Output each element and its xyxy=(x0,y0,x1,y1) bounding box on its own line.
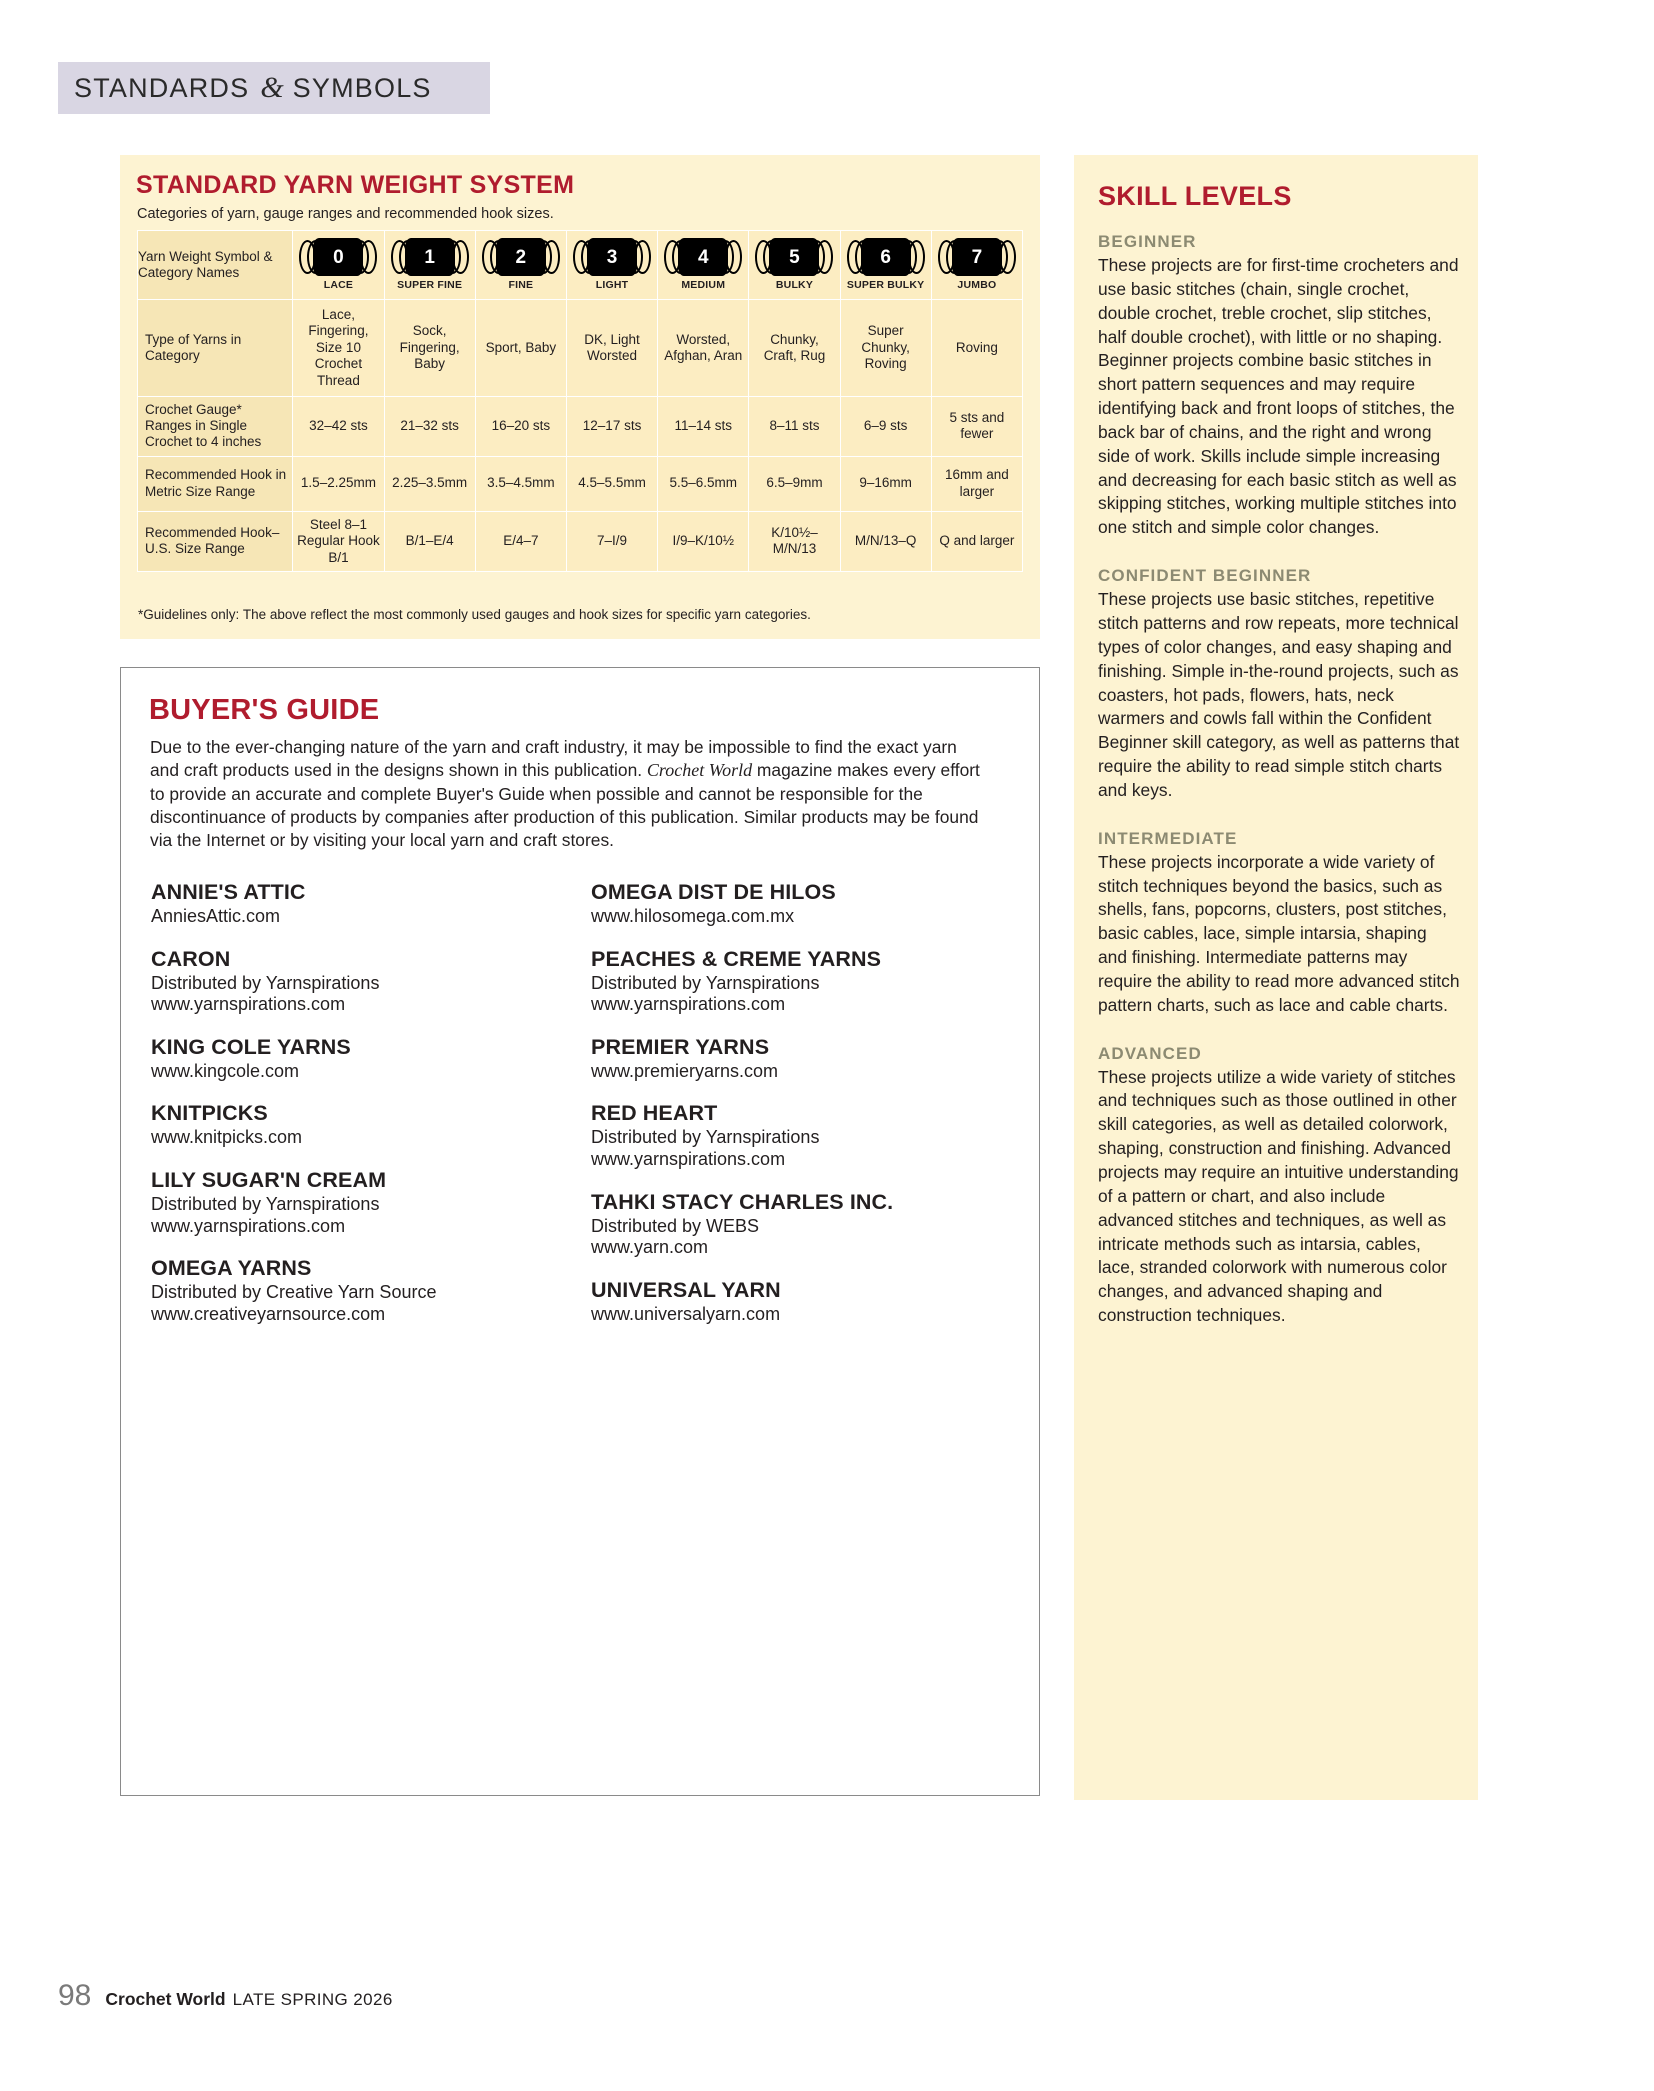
brand-detail[interactable]: www.kingcole.com xyxy=(151,1060,300,1081)
yarn-skein-icon-3 xyxy=(567,231,657,299)
brand-detail[interactable]: www.universalyarn.com xyxy=(591,1303,781,1324)
table-cell-types-6: Super Chunky, Roving xyxy=(840,300,931,397)
brand-entry xyxy=(151,1256,591,1325)
table-cell-types-2: Sport, Baby xyxy=(475,300,566,397)
table-cell-metric-5: 6.5–9mm xyxy=(749,456,840,511)
section-banner xyxy=(58,62,490,114)
brand-detail: Distributed by WEBS xyxy=(591,1215,760,1236)
yarn-skein-icon-6 xyxy=(841,231,931,299)
brand-name: CARON xyxy=(151,946,231,971)
table-cell-us-1: B/1–E/4 xyxy=(384,511,475,571)
skill-level-heading: ADVANCED xyxy=(1098,1043,1202,1063)
table-cell-types-4: Worsted, Afghan, Aran xyxy=(658,300,749,397)
brand-entry xyxy=(591,947,1011,1016)
skill-level-description: These projects are for first-time crocheters and use basic stitches (chain, single crochet, double crochet, treble crochet, slip stitches, half double crochet), with little or no shaping. Beginner projects combine basic stitches in short pattern sequences and may require identifying back and front loops of stitches, the back bar of chains, and the right and wrong side of work. Skills include simple increasing and decreasing for each basic stitch as well as skipping stitches, working multiple stitches into one stitch and simple color changes. xyxy=(1098,255,1459,538)
skein-name-3: LIGHT xyxy=(595,279,629,292)
page-footer xyxy=(58,1979,393,2013)
brand-entry xyxy=(151,1035,591,1083)
skein-name-2: FINE xyxy=(508,279,534,292)
skein-number-2: 2 xyxy=(496,238,546,276)
buyers-guide-title: BUYER'S GUIDE xyxy=(149,694,380,726)
table-cell-symbol-3 xyxy=(566,231,657,300)
table-cell-metric-2: 3.5–4.5mm xyxy=(475,456,566,511)
table-cell-gauge-1: 21–32 sts xyxy=(384,397,475,457)
table-cell-gauge-3: 12–17 sts xyxy=(566,397,657,457)
brand-detail: Distributed by Yarnspirations xyxy=(151,1193,380,1214)
buyers-guide-intro xyxy=(150,736,980,853)
table-cell-symbol-7 xyxy=(931,231,1022,300)
brand-entry xyxy=(151,1101,591,1149)
brand-detail[interactable]: www.yarn.com xyxy=(591,1237,709,1258)
skill-level-intermediate xyxy=(1098,829,1460,1018)
skein-number-0: 0 xyxy=(313,238,363,276)
brand-detail[interactable]: www.yarnspirations.com xyxy=(151,1215,346,1236)
table-cell-gauge-6: 6–9 sts xyxy=(840,397,931,457)
table-cell-types-1: Sock, Fingering, Baby xyxy=(384,300,475,397)
skein-name-4: MEDIUM xyxy=(681,279,726,292)
skill-levels-body xyxy=(1098,232,1460,1354)
brand-name: UNIVERSAL YARN xyxy=(591,1277,781,1302)
brand-name: PREMIER YARNS xyxy=(591,1034,770,1059)
brand-name: TAHKI STACY CHARLES INC. xyxy=(591,1189,894,1214)
table-cell-us-2: E/4–7 xyxy=(475,511,566,571)
skill-levels-title: SKILL LEVELS xyxy=(1098,181,1292,211)
yarn-skein-icon-5 xyxy=(749,231,839,299)
table-cell-us-6: M/N/13–Q xyxy=(840,511,931,571)
table-row-types xyxy=(138,300,1023,397)
table-cell-gauge-0: 32–42 sts xyxy=(293,397,384,457)
skill-level-description: These projects utilize a wide variety of stitches and techniques such as those outlined in other skill categories, as well as detailed colorwork, shaping, construction and finishing. Advanced projects may require an intuitive understanding of a pattern or chart, and also include advanced stitches and techniques, as well as intricate methods such as intarsia, cables, lace, stranded colorwork with numerous color changes, and advanced shaping and construction techniques. xyxy=(1098,1066,1459,1326)
table-cell-us-4: I/9–K/10½ xyxy=(658,511,749,571)
skein-name-7: JUMBO xyxy=(957,279,997,292)
yarn-skein-icon-2 xyxy=(476,231,566,299)
brand-column-right xyxy=(591,880,1011,1344)
yarn-weight-table xyxy=(137,230,1023,572)
brand-entry xyxy=(591,880,1011,928)
table-cell-symbol-6 xyxy=(840,231,931,300)
table-cell-types-7: Roving xyxy=(931,300,1022,397)
banner-text-standards: STANDARDS xyxy=(74,72,250,103)
brand-name: ANNIE'S ATTIC xyxy=(151,880,306,904)
yarn-panel-title: STANDARD YARN WEIGHT SYSTEM xyxy=(136,171,575,199)
brand-detail[interactable]: www.premieryarns.com xyxy=(591,1060,779,1081)
skill-levels-panel xyxy=(1074,155,1478,1800)
brand-detail[interactable]: www.knitpicks.com xyxy=(151,1127,303,1148)
table-cell-metric-6: 9–16mm xyxy=(840,456,931,511)
brand-name: KNITPICKS xyxy=(151,1101,268,1126)
footer-issue-date: LATE SPRING 2026 xyxy=(232,1990,393,2009)
yarn-skein-icon-0 xyxy=(293,231,383,299)
table-cell-metric-7: 16mm and larger xyxy=(931,456,1022,511)
skill-level-description: These projects use basic stitches, repetitive stitch patterns and row repeats, more technical types of color changes, and easy shaping and finishing. Simple in-the-round projects, such as coasters, hot pads, flowers, hats, neck warmers and cowls fall within the Confident Beginner skill category, as well as patterns that require the ability to read simple stitch charts and keys. xyxy=(1098,589,1460,800)
brand-entry xyxy=(591,1035,1011,1083)
brand-detail: Distributed by Yarnspirations xyxy=(591,1127,820,1148)
buyers-intro-part2: magazine makes every effort to provide an accurate and complete Buyer's Guide when possible and cannot be responsible for the discontinuance of products by companies after production of this publication. Similar products may be found via the Internet or by visiting your local yarn and craft stores. xyxy=(150,760,980,851)
skein-number-3: 3 xyxy=(587,238,637,276)
table-row-symbols xyxy=(138,231,1023,300)
table-cell-metric-3: 4.5–5.5mm xyxy=(566,456,657,511)
table-row-gauge xyxy=(138,397,1023,457)
skill-level-heading: INTERMEDIATE xyxy=(1098,828,1238,848)
table-cell-symbol-2 xyxy=(475,231,566,300)
skill-level-description: These projects incorporate a wide variety of stitch techniques beyond the basics, such as shells, fans, popcorns, clusters, post stitches, basic cables, lace, simple intarsia, shaping and finishing. Intermediate patterns may require the ability to read more advanced stitch pattern charts, such as lace and cable charts. xyxy=(1098,851,1460,1015)
table-cell-symbol-5 xyxy=(749,231,840,300)
page-number: 98 xyxy=(58,1979,92,2012)
buyers-guide-panel xyxy=(120,667,1040,1796)
brand-entry xyxy=(151,880,591,928)
yarn-skein-icon-7 xyxy=(932,231,1022,299)
brand-entry xyxy=(591,1190,1011,1259)
table-row-metric-hook xyxy=(138,456,1023,511)
skein-name-1: SUPER FINE xyxy=(397,279,463,292)
buyers-intro-magazine: Crochet World xyxy=(646,760,753,781)
table-cell-us-5: K/10½–M/N/13 xyxy=(749,511,840,571)
brand-listing xyxy=(151,880,1011,1344)
table-cell-gauge-4: 11–14 sts xyxy=(658,397,749,457)
yarn-skein-icon-1 xyxy=(385,231,475,299)
table-cell-gauge-7: 5 sts and fewer xyxy=(931,397,1022,457)
brand-entry xyxy=(151,1168,591,1237)
brand-detail[interactable]: AnniesAttic.com xyxy=(151,906,281,926)
table-cell-metric-4: 5.5–6.5mm xyxy=(658,456,749,511)
yarn-weight-panel xyxy=(120,155,1040,639)
table-cell-gauge-5: 8–11 sts xyxy=(749,397,840,457)
table-cell-types-0: Lace, Fingering, Size 10 Crochet Thread xyxy=(293,300,384,397)
banner-text-symbols: SYMBOLS xyxy=(292,72,432,103)
brand-entry xyxy=(151,947,591,1016)
row-label-symbol: Yarn Weight Symbol & Category Names xyxy=(138,231,293,300)
brand-detail[interactable]: www.hilosomega.com.mx xyxy=(591,906,795,926)
buyers-intro-part1: Due to the ever-changing nature of the yarn and craft industry, it may be impossible to find the exact yarn and craft products used in the designs shown in this publication. xyxy=(150,737,957,781)
skill-level-heading: CONFIDENT BEGINNER xyxy=(1098,566,1312,586)
skill-level-heading: BEGINNER xyxy=(1098,232,1197,251)
skein-number-6: 6 xyxy=(861,238,911,276)
row-label-metric-hook: Recommended Hook in Metric Size Range xyxy=(138,456,293,511)
brand-detail: Distributed by Yarnspirations xyxy=(591,972,820,993)
table-cell-us-3: 7–I/9 xyxy=(566,511,657,571)
brand-entry xyxy=(591,1101,1011,1170)
table-cell-symbol-0 xyxy=(293,231,384,300)
table-cell-types-3: DK, Light Worsted xyxy=(566,300,657,397)
skill-level-beginner xyxy=(1098,232,1460,540)
brand-name: PEACHES & CREME YARNS xyxy=(591,946,882,971)
brand-detail: Distributed by Yarnspirations xyxy=(151,972,380,993)
brand-detail[interactable]: www.yarnspirations.com xyxy=(591,1148,786,1169)
row-label-gauge: Crochet Gauge* Ranges in Single Crochet to 4 inches xyxy=(138,397,293,457)
table-cell-metric-1: 2.25–3.5mm xyxy=(384,456,475,511)
brand-name: LILY SUGAR'N CREAM xyxy=(151,1167,387,1192)
table-cell-us-0: Steel 8–1 Regular Hook B/1 xyxy=(293,511,384,571)
brand-name: KING COLE YARNS xyxy=(151,1034,351,1059)
row-label-us-hook: Recommended Hook– U.S. Size Range xyxy=(138,511,293,571)
table-cell-us-7: Q and larger xyxy=(931,511,1022,571)
brand-entry xyxy=(591,1278,1011,1326)
brand-detail: Distributed by Creative Yarn Source xyxy=(151,1282,437,1303)
table-cell-types-5: Chunky, Craft, Rug xyxy=(749,300,840,397)
skein-name-5: BULKY xyxy=(775,279,814,292)
brand-name: OMEGA DIST DE HILOS xyxy=(591,880,836,904)
skein-number-4: 4 xyxy=(678,238,728,276)
brand-name: RED HEART xyxy=(591,1101,718,1126)
skein-number-7: 7 xyxy=(952,238,1002,276)
brand-detail[interactable]: www.yarnspirations.com xyxy=(591,994,786,1015)
skein-number-1: 1 xyxy=(405,238,455,276)
banner-ampersand: & xyxy=(260,71,284,104)
yarn-panel-subtitle: Categories of yarn, gauge ranges and recommended hook sizes. xyxy=(137,206,554,222)
brand-name: OMEGA YARNS xyxy=(151,1256,312,1281)
table-cell-metric-0: 1.5–2.25mm xyxy=(293,456,384,511)
footer-magazine-name: Crochet World xyxy=(105,1989,226,2009)
table-cell-symbol-1 xyxy=(384,231,475,300)
brand-detail[interactable]: www.yarnspirations.com xyxy=(151,994,346,1015)
yarn-table-footnote: *Guidelines only: The above reflect the most commonly used gauges and hook sizes for specific yarn categories. xyxy=(138,607,811,622)
table-cell-symbol-4 xyxy=(658,231,749,300)
brand-column-left xyxy=(151,880,591,1344)
skill-level-confident-beginner xyxy=(1098,566,1460,803)
skein-number-5: 5 xyxy=(769,238,819,276)
row-label-types: Type of Yarns in Category xyxy=(138,300,293,397)
yarn-skein-icon-4 xyxy=(658,231,748,299)
table-row-us-hook xyxy=(138,511,1023,571)
skein-name-6: SUPER BULKY xyxy=(846,279,925,292)
brand-detail[interactable]: www.creativeyarnsource.com xyxy=(151,1303,386,1324)
table-cell-gauge-2: 16–20 sts xyxy=(475,397,566,457)
skill-level-advanced xyxy=(1098,1044,1460,1328)
skein-name-0: LACE xyxy=(323,279,354,292)
